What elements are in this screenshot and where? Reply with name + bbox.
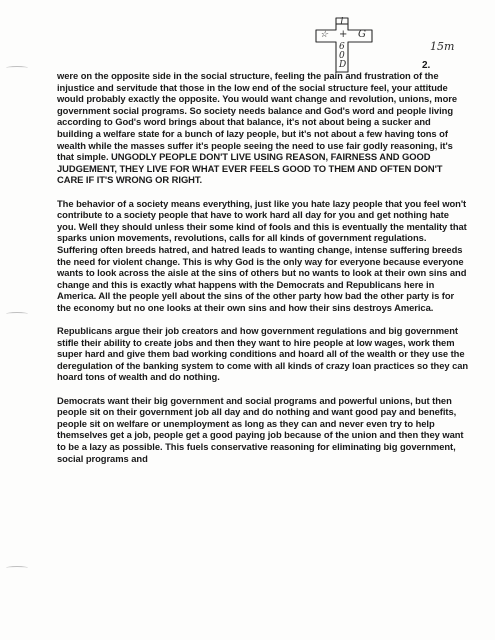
binder-hole-mark: [6, 66, 28, 70]
hand-drawn-cross: [312, 14, 382, 74]
handwritten-note: 15m: [430, 40, 455, 53]
binder-hole-mark: [6, 312, 28, 316]
cross-column-letter-3: D: [339, 60, 347, 70]
paragraph-4: Democrats want their big government and social programs and powerful unions, but then people sit on their government job all day and do nothing and want good pay and benefits, people sit on welfare or unemployment as long as they can and never even try to help themselves get a job, people get a good paying job because of the union and then they want to be a lazy as possible. This fuels conservative reasoning for eliminating big government, social programs and: [57, 394, 464, 464]
cross-column-letter-1: 6: [339, 42, 345, 52]
binder-hole-mark: [6, 566, 28, 570]
cross-g-letter: G: [358, 29, 366, 40]
cross-column-letter-2: 0: [339, 51, 345, 61]
cross-star-icon: ☆: [320, 30, 329, 40]
page-number: 2.: [422, 60, 431, 71]
paragraph-1: were on the opposite side in the social structure, feeling the pain and frustration of the injustice and servitude that those in the low end of the social structure feel, your attitude would probably exactly the opposite. You would want change and revolution, unions, more government social programs. So society needs balance and God's word and people living according to God's word brings about that balance, it's not about being a sucker and building a welfare state for a bunch of lazy people, but it's not about a few having tons of wealth while the masses suffer it's people seeing the need to use fair godly reasoning, it's that simple. UNGODLY PEOPLE DON'T LIVE USING REASON, FAIRNESS AND GOOD JUDGEMENT, THEY LIVE FOR WHAT EVER FEELS GOOD TO THEM AND OFTEN DON'T CARE IF IT'S WRONG OR RIGHT.: [57, 70, 458, 186]
paragraph-3: Republicans argue their job creators and how government regulations and big government stifle their ability to create jobs and then they want to hire people at low wages, work them super hard and give them bad working conditions and hoard all of the wealth or they use the deregulation of the banking system to come with all kinds of crazy loan practices so they can hoard tons of wealth and do nothing.: [57, 325, 469, 383]
cross-plus-sign: +: [339, 29, 348, 40]
document-body: [57, 70, 469, 476]
cross-top-digit: 1: [339, 17, 345, 27]
paragraph-2: The behavior of a society means everything, just like you hate lazy people that you feel won't contribute to a society people that have to work hard all day for you and get nothing hate you. Well they should unless their some kind of fools and this is eventually the mentality that sparks union movements, revolutions, calls for all kinds of government regulations. Suffering often breeds hatred, and hatred leads to wanting change, intense suffering breeds the need for violent change. This is why God is the only way for everyone because everyone wants to look across the aisle at the sins of others but no wants to look at their own sins and change and this is exactly what happens with the Democrats and Republicans here in America. All the people yell about the sins of the other party how bad the other party is for the economy but no one looks at their own sins and how their sins destroys America.: [57, 197, 467, 313]
cross-drawing-icon: [312, 14, 382, 74]
